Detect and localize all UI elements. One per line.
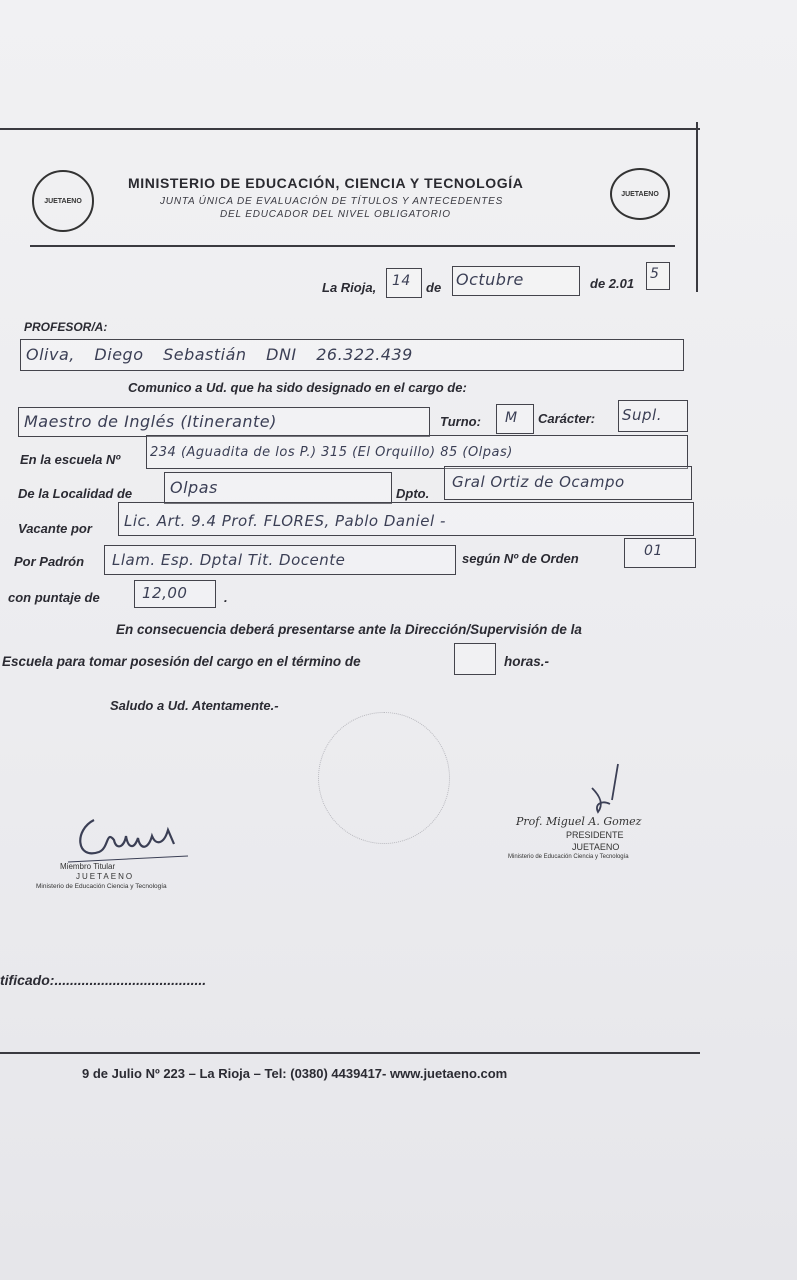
- left-signature-role: Miembro Titular: [60, 862, 116, 871]
- footer-address: 9 de Julio Nº 223 – La Rioja – Tel: (0380) 4439417- www.juetaeno.com: [82, 1066, 508, 1081]
- localidad-label: De la Localidad de: [18, 486, 133, 501]
- turno-value: M: [505, 410, 518, 426]
- faded-stamp: [318, 712, 450, 844]
- body-line-1: En consecuencia deberá presentarse ante la Dirección/Supervisión de la: [116, 622, 582, 637]
- body-line-2: Escuela para tomar posesión del cargo en el término de: [2, 654, 361, 669]
- date-year-value: 5: [650, 266, 660, 282]
- orden-label: según Nº de Orden: [462, 551, 579, 566]
- localidad-value: Olpas: [170, 478, 218, 497]
- right-signature-name: Prof. Miguel A. Gomez: [516, 815, 642, 828]
- footer-divider: [0, 1052, 700, 1054]
- orden-value: 01: [644, 543, 663, 559]
- dpto-label: Dpto.: [396, 486, 430, 501]
- right-signature-role: PRESIDENTE: [566, 830, 624, 840]
- turno-label: Turno:: [440, 414, 481, 429]
- right-signature-org: JUETAENO: [572, 842, 620, 852]
- date-day-value: 14: [392, 273, 411, 289]
- date-year-label: de 2.01: [590, 276, 635, 291]
- left-signature-org: JUETAENO: [76, 872, 135, 881]
- puntaje-value: 12,00: [142, 584, 188, 602]
- designation-intro: Comunico a Ud. que ha sido designado en el cargo de:: [128, 380, 467, 395]
- vacante-label: Vacante por: [18, 521, 92, 536]
- horas-box: [454, 643, 496, 675]
- puntaje-label: con puntaje de: [8, 590, 100, 605]
- date-place-label: La Rioja,: [322, 280, 377, 295]
- right-signature: [574, 760, 634, 820]
- profesor-label: PROFESOR/A:: [24, 320, 108, 334]
- juetaeno-logo-icon: JUETAENO: [32, 170, 94, 232]
- notificado-line: tificado:.......................................: [0, 972, 207, 988]
- left-signature: [64, 800, 194, 870]
- cargo-value: Maestro de Inglés (Itinerante): [24, 412, 277, 431]
- frame-right: [696, 122, 698, 292]
- juetaeno-seal-icon: JUETAENO: [610, 168, 670, 220]
- junta-line-2: DEL EDUCADOR DEL NIVEL OBLIGATORIO: [220, 209, 451, 220]
- header-divider: [30, 245, 675, 247]
- caracter-label: Carácter:: [538, 411, 596, 426]
- padron-value: Llam. Esp. Dptal Tit. Docente: [112, 551, 346, 569]
- escuela-label: En la escuela Nº: [20, 452, 121, 467]
- right-signature-ministry: Ministerio de Educación Ciencia y Tecnología: [508, 854, 629, 860]
- frame-top: [0, 128, 700, 130]
- junta-line-1: JUNTA ÚNICA DE EVALUACIÓN DE TÍTULOS Y ANTECEDENTES: [160, 196, 504, 207]
- padron-label: Por Padrón: [14, 554, 85, 569]
- closing-greeting: Saludo a Ud. Atentamente.-: [110, 698, 279, 713]
- dpto-value: Gral Ortiz de Ocampo: [452, 473, 625, 491]
- vacante-value: Lic. Art. 9.4 Prof. FLORES, Pablo Daniel -: [124, 512, 446, 530]
- puntaje-suffix: .: [224, 590, 228, 605]
- body-horas-label: horas.-: [504, 654, 550, 669]
- date-de-label: de: [426, 280, 442, 295]
- ministry-title: MINISTERIO DE EDUCACIÓN, CIENCIA Y TECNOLOGÍA: [128, 175, 524, 191]
- date-month-value: Octubre: [456, 270, 524, 289]
- escuela-value: 234 (Aguadita de los P.) 315 (El Orquillo) 85 (Olpas): [150, 445, 513, 460]
- left-signature-ministry: Ministerio de Educación Ciencia y Tecnología: [36, 883, 167, 890]
- profesor-value: Oliva, Diego Sebastián DNI 26.322.439: [26, 345, 413, 364]
- caracter-value: Supl.: [622, 406, 662, 424]
